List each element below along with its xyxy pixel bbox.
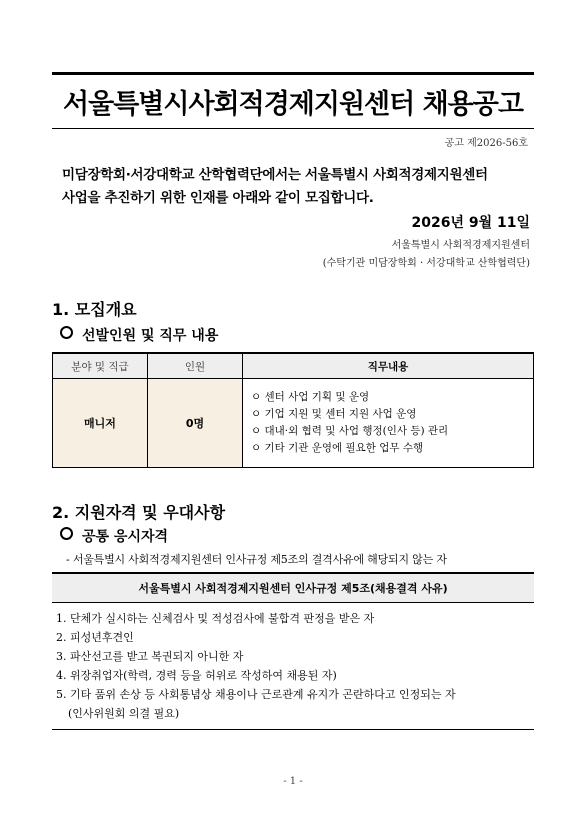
list-item: 1. 단체가 실시하는 신체검사 및 적성검사에 불합격 판정을 받은 자 — [56, 612, 375, 625]
intro-paragraph — [62, 164, 530, 210]
list-item: 5. 기타 품위 손상 등 사회통념상 채용이나 근로관계 유지가 곤란하다고 인정되는 자 — [56, 688, 456, 701]
list-item-continuation: (인사위원회 의결 필요) — [68, 707, 180, 720]
cell-count: 0명 — [148, 379, 243, 468]
duty-item: ㅇ 대내·외 협력 및 사업 행정(인사 등) 관리 — [251, 425, 449, 437]
duty-item: ㅇ 기업 지원 및 센터 지원 사업 운영 — [251, 408, 417, 420]
issuer-name: 서울특별시 사회적경제지원센터 — [391, 240, 530, 251]
notice-date: 2026년 9월 11일 — [411, 215, 530, 231]
issuer-trustee: (수탁기관 미담장학회 · 서강대학교 산학협력단) — [322, 258, 530, 269]
title-top-rule — [52, 72, 534, 75]
header-count: 인원 — [148, 353, 243, 379]
section1-subheading-text: 선발인원 및 직무 내용 — [82, 328, 219, 344]
circle-bullet-icon — [60, 326, 73, 339]
issuer-block — [323, 237, 530, 273]
section2-subheading-text: 공통 응시자격 — [82, 529, 169, 545]
cell-duties — [243, 379, 534, 468]
duty-item: ㅇ 센터 사업 기획 및 운영 — [251, 391, 370, 403]
section1-heading: 1. 모집개요 — [52, 300, 137, 319]
list-item: 4. 위장취업자(학력, 경력 등을 허위로 작성하여 채용된 자) — [56, 669, 337, 682]
disqualification-list — [52, 603, 534, 730]
duty-item: ㅇ 기타 기관 운영에 필요한 업무 수행 — [251, 442, 424, 454]
page-number: - 1 - — [283, 776, 303, 787]
cell-field: 매니저 — [53, 379, 148, 468]
page-title: 서울특별시사회적경제지원센터 채용공고 — [63, 89, 523, 120]
intro-line: 미담장학회·서강대학교 산학협력단에서는 서울특별시 사회적경제지원센터 — [62, 167, 488, 183]
title-bottom-rule — [52, 128, 534, 129]
table-row — [53, 379, 534, 468]
header-field: 분야 및 직급 — [53, 353, 148, 379]
header-duties: 직무내용 — [243, 353, 534, 379]
section1-subheading — [60, 325, 218, 345]
eligibility-line: - 서울특별시 사회적경제지원센터 인사규정 제5조의 결격사유에 해당되지 않는 자 — [66, 553, 447, 566]
list-item: 2. 피성년후견인 — [56, 631, 134, 644]
disqualification-table — [52, 572, 534, 730]
circle-bullet-icon — [60, 527, 73, 540]
disqualification-header: 서울특별시 사회적경제지원센터 인사규정 제5조(채용결격 사유) — [52, 573, 534, 603]
list-item: 3. 파산선고를 받고 복권되지 아니한 자 — [56, 650, 244, 663]
intro-line: 사업을 추진하기 위한 인재를 아래와 같이 모집합니다. — [62, 190, 374, 206]
notice-number: 공고 제2026-56호 — [444, 138, 528, 149]
recruitment-table — [52, 352, 534, 468]
section2-heading: 2. 지원자격 및 우대사항 — [52, 503, 226, 522]
section2-subheading — [60, 526, 168, 546]
